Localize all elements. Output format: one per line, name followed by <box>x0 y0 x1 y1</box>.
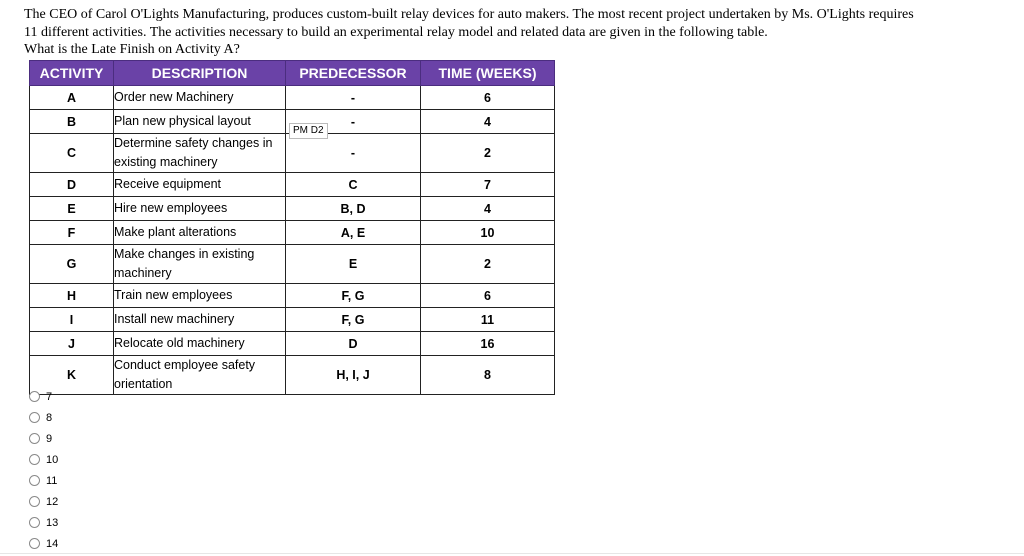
activity-cell: I <box>30 308 114 332</box>
answer-options <box>29 386 58 554</box>
predecessor-cell: C <box>286 173 421 197</box>
activity-cell: G <box>30 245 114 284</box>
description-cell: Order new Machinery <box>114 86 286 110</box>
header-predecessor: PREDECESSOR <box>286 61 421 86</box>
time-cell: 10 <box>421 221 555 245</box>
activity-table <box>29 60 555 395</box>
answer-option-label: 7 <box>46 390 53 403</box>
description-cell: Make plant alterations <box>114 221 286 245</box>
radio-button-icon[interactable] <box>29 433 40 444</box>
predecessor-cell: D <box>286 332 421 356</box>
predecessor-cell: F, G <box>286 284 421 308</box>
activity-cell: B <box>30 110 114 134</box>
question-line-3: What is the Late Finish on Activity A? <box>24 42 240 57</box>
table-row <box>30 332 555 356</box>
time-cell: 7 <box>421 173 555 197</box>
answer-option-label: 10 <box>46 453 59 466</box>
pm-d2-label: PM D2 <box>289 123 328 139</box>
time-cell: 6 <box>421 86 555 110</box>
answer-option-label: 12 <box>46 495 59 508</box>
table-row <box>30 134 555 173</box>
predecessor-cell: - <box>286 134 421 173</box>
answer-option-7[interactable] <box>29 386 58 407</box>
answer-option-label: 13 <box>46 516 59 529</box>
table-header-row <box>30 61 555 86</box>
description-cell: Relocate old machinery <box>114 332 286 356</box>
time-cell: 11 <box>421 308 555 332</box>
radio-button-icon[interactable] <box>29 412 40 423</box>
activity-cell: H <box>30 284 114 308</box>
description-cell: Hire new employees <box>114 197 286 221</box>
question-line-1: The CEO of Carol O'Lights Manufacturing, produces custom-built relay devices for auto makers. The most recent project undertaken by Ms. O'Lights requires <box>24 7 914 22</box>
answer-option-9[interactable] <box>29 428 58 449</box>
radio-button-icon[interactable] <box>29 496 40 507</box>
predecessor-cell: H, I, J <box>286 356 421 395</box>
radio-button-icon[interactable] <box>29 454 40 465</box>
activity-cell: D <box>30 173 114 197</box>
description-cell: Plan new physical layout <box>114 110 286 134</box>
header-time: TIME (WEEKS) <box>421 61 555 86</box>
bottom-divider <box>0 553 1024 554</box>
activity-table-container <box>29 60 555 395</box>
table-row <box>30 173 555 197</box>
description-cell: Make changes in existing machinery <box>114 245 286 284</box>
time-cell: 2 <box>421 134 555 173</box>
description-cell: Determine safety changes in existing machinery <box>114 134 286 173</box>
time-cell: 4 <box>421 197 555 221</box>
predecessor-cell: - <box>286 110 421 134</box>
predecessor-cell: F, G <box>286 308 421 332</box>
table-row <box>30 86 555 110</box>
activity-cell: J <box>30 332 114 356</box>
activity-cell: E <box>30 197 114 221</box>
table-row <box>30 221 555 245</box>
answer-option-label: 9 <box>46 432 53 445</box>
header-activity: ACTIVITY <box>30 61 114 86</box>
answer-option-label: 8 <box>46 411 53 424</box>
time-cell: 2 <box>421 245 555 284</box>
radio-button-icon[interactable] <box>29 391 40 402</box>
predecessor-cell: E <box>286 245 421 284</box>
answer-option-12[interactable] <box>29 491 58 512</box>
answer-option-10[interactable] <box>29 449 58 470</box>
time-cell: 16 <box>421 332 555 356</box>
time-cell: 8 <box>421 356 555 395</box>
answer-option-label: 11 <box>46 474 58 487</box>
question-line-2: 11 different activities. The activities necessary to build an experimental relay model and related data are given in the following table. <box>24 24 768 40</box>
radio-button-icon[interactable] <box>29 517 40 528</box>
activity-cell: K <box>30 356 114 395</box>
table-row <box>30 197 555 221</box>
activity-cell: C <box>30 134 114 173</box>
answer-option-8[interactable] <box>29 407 58 428</box>
answer-option-13[interactable] <box>29 512 58 533</box>
activity-cell: F <box>30 221 114 245</box>
predecessor-cell: A, E <box>286 221 421 245</box>
predecessor-cell: B, D <box>286 197 421 221</box>
description-cell: Conduct employee safety orientation <box>114 356 286 395</box>
activity-cell: A <box>30 86 114 110</box>
header-description: DESCRIPTION <box>114 61 286 86</box>
description-cell: Train new employees <box>114 284 286 308</box>
predecessor-cell: - <box>286 86 421 110</box>
table-row <box>30 308 555 332</box>
table-row <box>30 356 555 395</box>
question-text <box>24 6 1009 59</box>
description-cell: Receive equipment <box>114 173 286 197</box>
table-row <box>30 284 555 308</box>
radio-button-icon[interactable] <box>29 475 40 486</box>
answer-option-11[interactable] <box>29 470 58 491</box>
description-cell: Install new machinery <box>114 308 286 332</box>
table-row <box>30 245 555 284</box>
time-cell: 6 <box>421 284 555 308</box>
radio-button-icon[interactable] <box>29 538 40 549</box>
answer-option-14[interactable] <box>29 533 58 554</box>
answer-option-label: 14 <box>46 537 59 550</box>
time-cell: 4 <box>421 110 555 134</box>
